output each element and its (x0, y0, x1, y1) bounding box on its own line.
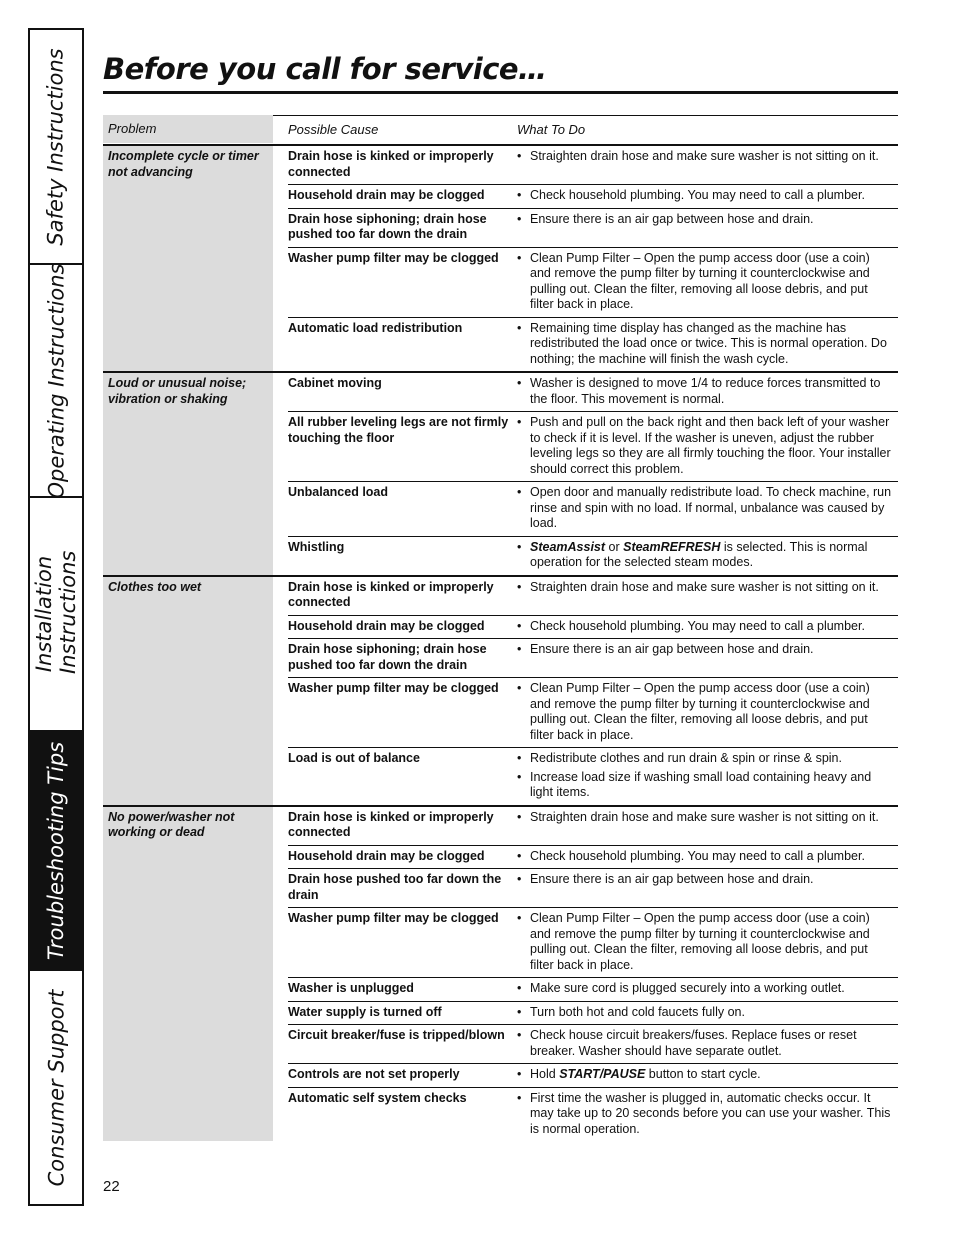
possible-cause: Household drain may be clogged (288, 188, 485, 202)
bullet-icon: • (517, 1004, 522, 1019)
cause-rows (288, 577, 898, 805)
remedy-text: Check household plumbing. You may need to call a plumber. (530, 618, 865, 633)
remedy-text (530, 1067, 761, 1083)
remedy-bullet (517, 911, 894, 973)
table-row (288, 577, 898, 616)
bullet-icon: • (517, 250, 522, 265)
what-to-do (517, 188, 898, 204)
bullet-icon: • (517, 618, 522, 633)
what-to-do (517, 911, 898, 973)
problem-label: No power/washer not working or dead (103, 807, 273, 1142)
bullet-icon: • (517, 642, 522, 656)
cause-rows (288, 373, 898, 575)
possible-cause: Washer pump filter may be clogged (288, 250, 499, 265)
remedy-text: Increase load size if washing small load containing heavy and light items. (530, 769, 872, 799)
tab-label: Troubleshooting Tips (44, 741, 68, 960)
tab-operating-instructions[interactable] (30, 265, 82, 498)
remedy-bullet (517, 251, 894, 313)
possible-cause: Controls are not set properly (288, 1067, 460, 1081)
remedy-bullet (517, 1005, 894, 1021)
remedy-bullet (517, 321, 894, 368)
remedy-fragment: is selected. This is normal operation for the selected steam modes. (530, 539, 868, 569)
problem-label: Clothes too wet (103, 577, 273, 805)
tab-label: Installation Instructions (32, 550, 80, 674)
remedy-bullet (517, 1067, 894, 1083)
bullet-icon: • (517, 188, 522, 202)
remedy-text: Check house circuit breakers/fuses. Replace fuses or reset breaker. Washer should have separate outlet. (530, 1028, 857, 1058)
bullet-icon: • (517, 1028, 522, 1042)
remedy-bullet (517, 1091, 894, 1138)
what-to-do (517, 1028, 898, 1059)
bullet-icon: • (517, 149, 522, 163)
tab-safety-instructions[interactable] (30, 30, 82, 265)
troubleshooting-table (103, 115, 898, 1141)
section-tabs (28, 28, 84, 1206)
table-row (288, 616, 898, 640)
table-row (288, 1025, 898, 1064)
remedy-text: Ensure there is an air gap between hose and drain. (530, 211, 814, 226)
bullet-icon: • (517, 911, 522, 925)
bullet-icon: • (517, 415, 522, 429)
table-row (288, 978, 898, 1002)
what-to-do (517, 1091, 898, 1138)
possible-cause: All rubber leveling legs are not firmly touching the floor (288, 415, 509, 445)
table-row (288, 1088, 898, 1142)
table-row (288, 318, 898, 372)
remedy-bullet (517, 580, 894, 596)
tab-label: Operating Instructions (44, 263, 68, 498)
problem-group (103, 373, 898, 577)
tab-consumer-support[interactable] (30, 971, 82, 1204)
header-what-to-do: What To Do (517, 122, 586, 137)
what-to-do (517, 212, 898, 243)
remedy-bullet (517, 149, 894, 165)
remedy-bullet (517, 642, 894, 658)
remedy-bullet (517, 872, 894, 888)
remedy-text: Make sure cord is plugged securely into a working outlet. (530, 981, 845, 995)
tab-label: Consumer Support (44, 989, 68, 1186)
remedy-bullet (517, 770, 894, 801)
remedy-bullet (517, 376, 894, 407)
what-to-do (517, 485, 898, 532)
remedy-bullet (517, 212, 894, 228)
bullet-icon: • (517, 579, 522, 594)
remedy-bullet (517, 681, 894, 743)
bullet-icon: • (517, 1090, 522, 1105)
remedy-text: Clean Pump Filter – Open the pump access door (use a coin) and remove the pump filter by turning it counterclockwise and pulling out. Clean the filter, removing all loose debris, and put filter back in place. (530, 681, 870, 742)
possible-cause: Drain hose pushed too far down the drain (288, 872, 502, 902)
header-possible-cause: Possible Cause (288, 122, 379, 137)
problem-group (103, 807, 898, 1142)
remedy-bullet (517, 810, 894, 826)
remedy-text: Clean Pump Filter – Open the pump access door (use a coin) and remove the pump filter by turning it counterclockwise and pulling out. Clean the filter, removing all loose debris, and put filter back in place. (530, 250, 870, 311)
problem-label: Loud or unusual noise; vibration or shaking (103, 373, 273, 575)
table-row (288, 482, 898, 537)
what-to-do (517, 642, 898, 673)
what-to-do (517, 251, 898, 313)
problem-group (103, 146, 898, 373)
table-row (288, 248, 898, 318)
table-header (103, 115, 898, 146)
possible-cause: Washer pump filter may be clogged (288, 681, 499, 695)
remedy-text: Straighten drain hose and make sure washer is not sitting on it. (530, 579, 879, 594)
remedy-fragment: button to start cycle. (645, 1067, 761, 1081)
remedy-fragment: Hold (530, 1067, 560, 1081)
table-row (288, 185, 898, 209)
table-row (288, 639, 898, 678)
table-row (288, 412, 898, 482)
possible-cause: Circuit breaker/fuse is tripped/blown (288, 1028, 505, 1042)
possible-cause: Whistling (288, 539, 345, 554)
emphasized-term: SteamAssist (530, 539, 606, 554)
possible-cause: Water supply is turned off (288, 1004, 442, 1019)
remedy-text (530, 540, 894, 571)
remedy-bullet (517, 981, 894, 997)
possible-cause: Household drain may be clogged (288, 618, 485, 633)
table-row (288, 209, 898, 248)
what-to-do (517, 1067, 898, 1083)
tab-troubleshooting-tips[interactable] (30, 732, 82, 971)
cause-rows (288, 146, 898, 371)
what-to-do (517, 321, 898, 368)
what-to-do (517, 681, 898, 743)
possible-cause: Household drain may be clogged (288, 848, 485, 863)
remedy-bullet (517, 619, 894, 635)
remedy-text: Straighten drain hose and make sure washer is not sitting on it. (530, 809, 879, 824)
possible-cause: Cabinet moving (288, 376, 382, 390)
possible-cause: Drain hose siphoning; drain hose pushed too far down the drain (288, 642, 487, 672)
remedy-text: Ensure there is an air gap between hose and drain. (530, 872, 814, 886)
possible-cause: Drain hose siphoning; drain hose pushed too far down the drain (288, 211, 487, 241)
what-to-do (517, 1005, 898, 1021)
remedy-bullet (517, 540, 894, 571)
table-row (288, 748, 898, 805)
possible-cause: Washer is unplugged (288, 981, 414, 995)
possible-cause: Load is out of balance (288, 751, 420, 765)
remedy-text: Redistribute clothes and run drain & spin or rinse & spin. (530, 751, 842, 765)
emphasized-term: START/PAUSE (559, 1067, 646, 1081)
possible-cause: Automatic load redistribution (288, 320, 463, 335)
table-row (288, 846, 898, 870)
bullet-icon: • (517, 809, 522, 824)
remedy-bullet (517, 485, 894, 532)
table-row (288, 869, 898, 908)
possible-cause: Drain hose is kinked or improperly connected (288, 579, 494, 609)
table-row (288, 373, 898, 412)
remedy-text: Turn both hot and cold faucets fully on. (530, 1004, 745, 1019)
what-to-do (517, 872, 898, 903)
bullet-icon: • (517, 751, 522, 765)
table-body (103, 146, 898, 1141)
bullet-icon: • (517, 320, 522, 335)
bullet-icon: • (517, 376, 522, 390)
page-title: Before you call for service… (103, 52, 547, 86)
possible-cause: Washer pump filter may be clogged (288, 911, 499, 925)
remedy-text: Ensure there is an air gap between hose and drain. (530, 642, 814, 656)
title-rule (103, 91, 898, 94)
remedy-fragment: or (605, 539, 624, 554)
remedy-text: Straighten drain hose and make sure washer is not sitting on it. (530, 149, 879, 163)
remedy-bullet (517, 849, 894, 865)
possible-cause: Drain hose is kinked or improperly connected (288, 809, 494, 839)
possible-cause: Unbalanced load (288, 485, 389, 499)
remedy-text: Check household plumbing. You may need to call a plumber. (530, 188, 865, 202)
bullet-icon: • (517, 485, 522, 499)
problem-label: Incomplete cycle or timer not advancing (103, 146, 273, 371)
remedy-text: Washer is designed to move 1/4 to reduce forces transmitted to the floor. This movement is normal. (530, 376, 881, 406)
what-to-do (517, 981, 898, 997)
emphasized-term: SteamREFRESH (623, 539, 721, 554)
table-row (288, 807, 898, 846)
what-to-do (517, 540, 898, 571)
table-row (288, 1002, 898, 1026)
bullet-icon: • (517, 211, 522, 226)
bullet-icon: • (517, 539, 522, 554)
remedy-text: First time the washer is plugged in, automatic checks occur. It may take up to 20 seconds before you can use your washer. This is normal operation. (530, 1090, 891, 1136)
what-to-do (517, 849, 898, 865)
what-to-do (517, 376, 898, 407)
what-to-do (517, 415, 898, 477)
bullet-icon: • (517, 1067, 522, 1081)
bullet-icon: • (517, 981, 522, 995)
possible-cause: Automatic self system checks (288, 1090, 467, 1105)
remedy-bullet (517, 415, 894, 477)
bullet-icon: • (517, 769, 522, 784)
header-problem: Problem (103, 115, 273, 143)
remedy-text: Open door and manually redistribute load. To check machine, run rinse and spin with no load. If normal, unbalance was caused by load. (530, 485, 892, 530)
what-to-do (517, 810, 898, 841)
what-to-do (517, 751, 898, 801)
remedy-text: Remaining time display has changed as the machine has redistributed the load once or twice. This is normal operation. Do nothing; the machine will finish the wash cycle. (530, 320, 887, 366)
remedy-text: Push and pull on the back right and then back left of your washer to check if it is level. If the washer is uneven, adjust the rubber leveling legs so they are all firmly touching the floor. Your installer should correct this problem. (530, 415, 891, 476)
what-to-do (517, 580, 898, 611)
remedy-bullet (517, 188, 894, 204)
bullet-icon: • (517, 681, 522, 695)
bullet-icon: • (517, 872, 522, 886)
what-to-do (517, 619, 898, 635)
possible-cause: Drain hose is kinked or improperly connected (288, 149, 494, 179)
page-number: 22 (103, 1178, 120, 1195)
table-row (288, 1064, 898, 1088)
table-row (288, 146, 898, 185)
remedy-text: Clean Pump Filter – Open the pump access door (use a coin) and remove the pump filter by turning it counterclockwise and pulling out. Clean the filter, removing all loose debris, and put filter back in place. (530, 911, 870, 972)
cause-rows (288, 807, 898, 1142)
problem-group (103, 577, 898, 807)
remedy-bullet (517, 1028, 894, 1059)
table-row (288, 678, 898, 748)
tab-installation-instructions[interactable] (30, 498, 82, 732)
table-row (288, 537, 898, 575)
remedy-text: Check household plumbing. You may need to call a plumber. (530, 848, 865, 863)
tab-label: Safety Instructions (44, 47, 68, 246)
table-row (288, 908, 898, 978)
what-to-do (517, 149, 898, 180)
remedy-bullet (517, 751, 894, 767)
bullet-icon: • (517, 848, 522, 863)
